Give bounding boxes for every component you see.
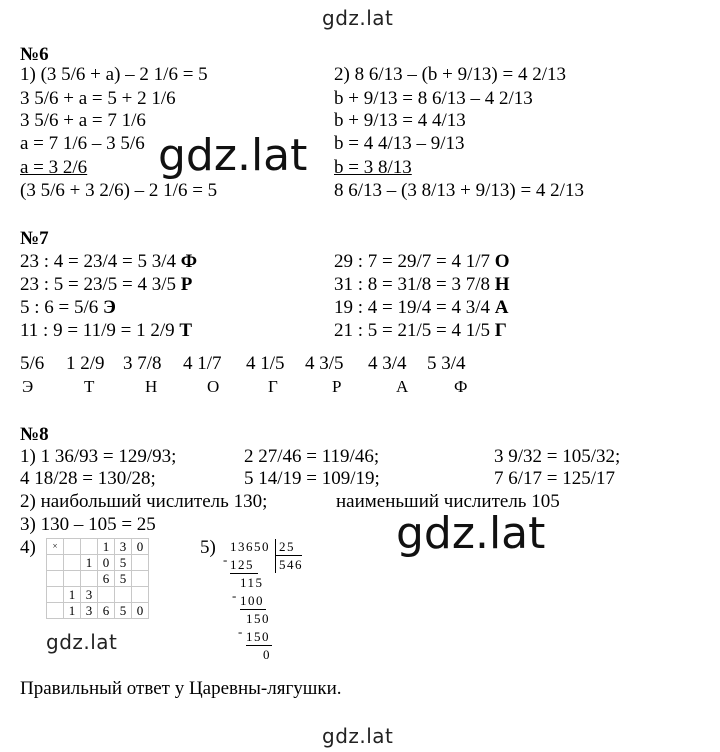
task6-right-4: b = 4 4/13 – 9/13: [334, 133, 465, 154]
grid-cell: [47, 571, 64, 587]
task8-r1c3: 3 9/32 = 105/32;: [494, 446, 621, 467]
task8-r3-left: 2) наибольший числитель 130;: [20, 491, 268, 512]
division-rule: [230, 573, 258, 574]
answer-letter: А: [396, 377, 409, 396]
task8-r4: 3) 130 – 105 = 25: [20, 514, 156, 535]
answer-letter: Г: [268, 377, 278, 396]
task7-letter: Э: [103, 297, 116, 318]
division-step: 125: [230, 557, 254, 572]
answer-letter: О: [207, 377, 220, 396]
grid-cell: 6: [98, 571, 115, 587]
grid-cell: [47, 603, 64, 619]
task6-left-4: a = 7 1/6 – 3 5/6: [20, 133, 145, 154]
grid-cell: 3: [81, 603, 98, 619]
division-step: 115: [240, 575, 264, 590]
grid-row: [47, 603, 149, 619]
task6-left-1: 1) (3 5/6 + a) – 2 1/6 = 5: [20, 64, 208, 85]
answer-number: 3 7/8: [123, 353, 162, 374]
task7-left-3: [20, 297, 116, 319]
task8-header: №8: [20, 424, 49, 445]
task7-expr: 5 : 6 = 5/6: [20, 297, 104, 318]
grid-cell: 3: [81, 587, 98, 603]
answer-number: 1 2/9: [66, 353, 105, 374]
task7-expr: 19 : 4 = 19/4 = 4 3/4: [334, 297, 495, 318]
grid-cell: [132, 571, 149, 587]
grid-cell: [64, 571, 81, 587]
task7-expr: 31 : 8 = 31/8 = 3 7/8: [334, 274, 495, 295]
watermark-mid1: gdz.lat: [158, 130, 308, 181]
task6-left-2: 3 5/6 + a = 5 + 2 1/6: [20, 88, 176, 109]
grid-cell: 5: [115, 603, 132, 619]
task7-letter: Г: [494, 320, 507, 341]
division-minus-sign: -: [232, 588, 238, 603]
grid-cell: 5: [115, 571, 132, 587]
task7-letter: Р: [180, 274, 193, 295]
division-vertical-bar: [275, 539, 276, 573]
answer-number: 5 3/4: [427, 353, 466, 374]
task6-right-2: b + 9/13 = 8 6/13 – 4 2/13: [334, 88, 533, 109]
grid-cell: [81, 571, 98, 587]
grid-row: [47, 539, 149, 555]
grid-row: [47, 555, 149, 571]
watermark-mid2: gdz.lat: [396, 508, 546, 559]
task8-r2c3: 7 6/17 = 125/17: [494, 468, 616, 489]
task7-right-3: [334, 297, 509, 319]
task6-header: №6: [20, 44, 49, 65]
grid-cell: 5: [115, 555, 132, 571]
grid-cell: [115, 587, 132, 603]
division-rule: [240, 609, 266, 610]
watermark-top: gdz.lat: [322, 6, 394, 30]
task7-expr: 23 : 4 = 23/4 = 5 3/4: [20, 251, 181, 272]
grid-cell: 0: [132, 603, 149, 619]
division-rule: [246, 645, 272, 646]
task6-left-6: (3 5/6 + 3 2/6) – 2 1/6 = 5: [20, 180, 218, 201]
watermark-small-left: gdz.lat: [46, 630, 118, 654]
grid-cell: 1: [64, 587, 81, 603]
answer-letter: Э: [22, 377, 34, 396]
answer-number: 5/6: [20, 353, 45, 374]
grid-cell: [47, 587, 64, 603]
task7-left-1: [20, 251, 197, 273]
division-step: 0: [263, 647, 271, 662]
task6-right-1: 2) 8 6/13 – (b + 9/13) = 4 2/13: [334, 64, 566, 85]
grid-cell: 3: [115, 539, 132, 555]
task6-left-3: 3 5/6 + a = 7 1/6: [20, 110, 146, 131]
task8-r2c2: 5 14/19 = 109/19;: [244, 468, 380, 489]
division-step: 150: [246, 629, 270, 644]
grid-cell: 1: [98, 539, 115, 555]
division-minus-sign: -: [238, 624, 244, 639]
division-step: 150: [246, 611, 270, 626]
answer-number: 4 1/7: [183, 353, 222, 374]
task7-letter: Н: [494, 274, 510, 295]
grid-cell: ×: [47, 539, 64, 555]
watermark-bottom: gdz.lat: [322, 724, 394, 748]
answer-letter: Н: [145, 377, 158, 396]
grid-cell: 6: [98, 603, 115, 619]
task7-letter: Ф: [180, 251, 198, 272]
task7-left-4: [20, 320, 192, 342]
task7-expr: 11 : 9 = 11/9 = 1 2/9: [20, 320, 180, 341]
task7-left-2: [20, 274, 192, 296]
division-minus-sign: -: [223, 552, 229, 567]
task6-right-5: b = 3 8/13: [334, 157, 412, 178]
task7-letter: О: [494, 251, 510, 272]
division-step: 100: [240, 593, 264, 608]
answer-letter: Р: [332, 377, 342, 396]
multiplication-grid: [46, 538, 149, 619]
task6-right-3: b + 9/13 = 4 4/13: [334, 110, 466, 131]
division-divisor-line: [276, 555, 302, 556]
task7-right-1: [334, 251, 510, 273]
task8-conclusion: Правильный ответ у Царевны-лягушки.: [20, 678, 342, 699]
answer-number: 4 3/5: [305, 353, 344, 374]
task8-r3-right: наименьший числитель 105: [336, 491, 560, 512]
task7-expr: 29 : 7 = 29/7 = 4 1/7: [334, 251, 495, 272]
grid-cell: [132, 555, 149, 571]
task7-header: №7: [20, 228, 49, 249]
grid-cell: [64, 555, 81, 571]
task8-r1c2: 2 27/46 = 119/46;: [244, 446, 380, 467]
grid-cell: [64, 539, 81, 555]
task7-expr: 21 : 5 = 21/5 = 4 1/5: [334, 320, 495, 341]
task7-letter: А: [494, 297, 509, 318]
grid-cell: 1: [81, 555, 98, 571]
grid-row: [47, 571, 149, 587]
grid-row: [47, 587, 149, 603]
task8-r1c1: 1) 1 36/93 = 129/93;: [20, 446, 177, 467]
answer-letter: Ф: [454, 377, 468, 396]
grid-cell: [132, 587, 149, 603]
task6-right-6: 8 6/13 – (3 8/13 + 9/13) = 4 2/13: [334, 180, 584, 201]
grid-cell: 1: [64, 603, 81, 619]
task7-right-4: [334, 320, 507, 342]
task7-letter: Т: [179, 320, 193, 341]
task8-part4-label: 4): [20, 537, 36, 558]
answer-letter: Т: [84, 377, 95, 396]
grid-cell: 0: [98, 555, 115, 571]
grid-cell: [98, 587, 115, 603]
task7-right-2: [334, 274, 510, 296]
division-dividend: 13650: [230, 539, 270, 554]
grid-cell: [47, 555, 64, 571]
task6-left-5: a = 3 2/6: [20, 157, 88, 178]
grid-cell: 0: [132, 539, 149, 555]
division-divisor: 25: [279, 539, 295, 554]
task8-r2c1: 4 18/28 = 130/28;: [20, 468, 156, 489]
division-quotient: 546: [279, 557, 303, 572]
grid-cell: [81, 539, 98, 555]
task8-part5-label: 5): [200, 537, 216, 558]
answer-number: 4 3/4: [368, 353, 407, 374]
task7-expr: 23 : 5 = 23/5 = 4 3/5: [20, 274, 181, 295]
answer-number: 4 1/5: [246, 353, 285, 374]
